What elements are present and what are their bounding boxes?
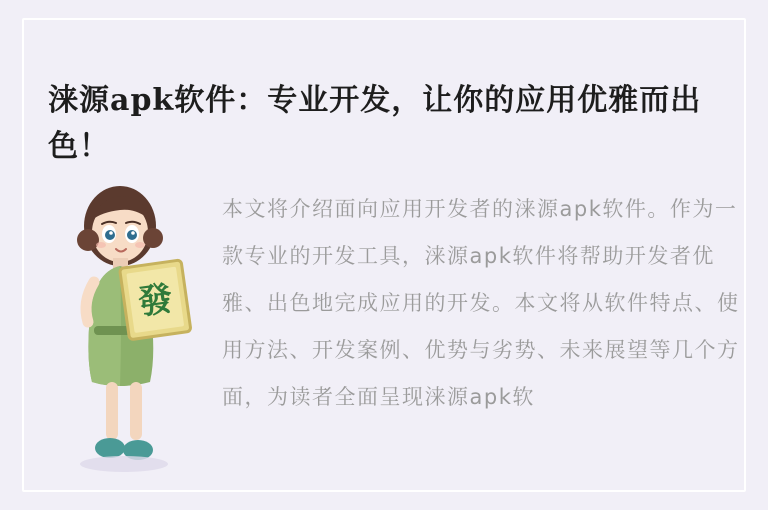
illustration-figure xyxy=(58,178,208,488)
body-paragraph: 本文将介绍面向应用开发者的涞源apk软件。作为一款专业的开发工具，涞源apk软件将帮助开发者优雅、出色地完成应用的开发。本文将从软件特点、使用方法、开发案例、优势与劣势、未来展望等几个方面，为读者全面呈现涞源apk软 xyxy=(222,197,740,409)
cartoon-girl-illustration xyxy=(58,178,208,488)
page-title: 涞源apk软件：专业开发，让你的应用优雅而出色！ xyxy=(48,83,702,165)
sign-character: 發 xyxy=(135,278,176,324)
